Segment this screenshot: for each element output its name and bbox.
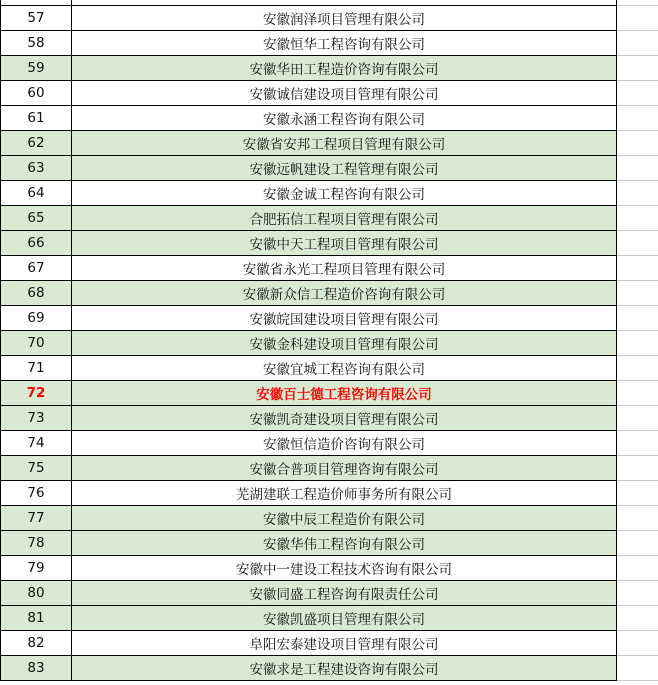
table-row bbox=[0, 406, 658, 431]
company-name-cell[interactable] bbox=[72, 106, 617, 131]
table-row bbox=[0, 481, 658, 506]
row-number: 80 bbox=[27, 585, 45, 601]
company-name-cell[interactable] bbox=[72, 656, 617, 681]
row-number: 79 bbox=[27, 560, 45, 576]
company-name: 安徽凯奇建设项目管理有限公司 bbox=[249, 412, 439, 428]
table-row bbox=[0, 31, 658, 56]
row-number-cell[interactable] bbox=[0, 456, 72, 481]
table-row bbox=[0, 56, 658, 81]
empty-cell[interactable] bbox=[617, 181, 658, 206]
empty-cell[interactable] bbox=[617, 356, 658, 381]
table-row bbox=[0, 181, 658, 206]
company-name-cell[interactable] bbox=[72, 531, 617, 556]
row-number-cell[interactable] bbox=[0, 556, 72, 581]
row-number-cell[interactable] bbox=[0, 256, 72, 281]
company-name: 安徽金诚工程咨询有限公司 bbox=[263, 187, 425, 203]
table-row bbox=[0, 506, 658, 531]
company-name-cell[interactable] bbox=[72, 356, 617, 381]
row-number-cell[interactable] bbox=[0, 656, 72, 681]
company-name-cell[interactable] bbox=[72, 81, 617, 106]
empty-cell[interactable] bbox=[617, 631, 658, 656]
company-name-cell[interactable] bbox=[72, 581, 617, 606]
company-name-cell[interactable] bbox=[72, 381, 617, 406]
row-number-cell[interactable] bbox=[0, 31, 72, 56]
row-number: 57 bbox=[27, 10, 45, 26]
empty-cell[interactable] bbox=[617, 281, 658, 306]
row-number-cell[interactable] bbox=[0, 481, 72, 506]
company-name: 安徽中辰工程造价有限公司 bbox=[263, 512, 425, 528]
company-name-cell[interactable] bbox=[72, 506, 617, 531]
company-name-cell[interactable] bbox=[72, 306, 617, 331]
row-number-cell[interactable] bbox=[0, 381, 72, 406]
company-name-cell[interactable] bbox=[72, 131, 617, 156]
empty-cell[interactable] bbox=[617, 556, 658, 581]
row-number: 70 bbox=[27, 335, 45, 351]
company-name: 安徽新众信工程造价咨询有限公司 bbox=[242, 287, 446, 303]
row-number: 81 bbox=[27, 610, 45, 626]
company-name-cell[interactable] bbox=[72, 6, 617, 31]
row-number: 67 bbox=[27, 260, 45, 276]
empty-cell[interactable] bbox=[617, 31, 658, 56]
row-number-cell[interactable] bbox=[0, 606, 72, 631]
empty-cell[interactable] bbox=[617, 606, 658, 631]
row-number-cell[interactable] bbox=[0, 81, 72, 106]
table-row bbox=[0, 456, 658, 481]
company-name-cell[interactable] bbox=[72, 431, 617, 456]
company-name-cell[interactable] bbox=[72, 281, 617, 306]
company-name: 安徽宜城工程咨询有限公司 bbox=[263, 362, 425, 378]
row-number: 61 bbox=[27, 110, 45, 126]
row-number: 83 bbox=[27, 660, 45, 676]
row-number-cell[interactable] bbox=[0, 206, 72, 231]
empty-cell[interactable] bbox=[617, 481, 658, 506]
empty-cell[interactable] bbox=[617, 81, 658, 106]
row-number: 76 bbox=[27, 485, 45, 501]
empty-cell[interactable] bbox=[617, 456, 658, 481]
row-number: 68 bbox=[27, 285, 45, 301]
row-number-cell[interactable] bbox=[0, 106, 72, 131]
company-name: 安徽远帆建设工程管理有限公司 bbox=[249, 162, 439, 178]
company-name: 安徽同盛工程咨询有限责任公司 bbox=[249, 587, 439, 603]
company-name: 安徽皖国建设项目管理有限公司 bbox=[249, 312, 439, 328]
company-name: 安徽百士德工程咨询有限公司 bbox=[256, 387, 432, 403]
row-number: 72 bbox=[26, 385, 46, 401]
company-name: 安徽中天工程项目管理有限公司 bbox=[249, 237, 439, 253]
table-row bbox=[0, 281, 658, 306]
row-number: 63 bbox=[27, 160, 45, 176]
table-row bbox=[0, 81, 658, 106]
empty-cell[interactable] bbox=[617, 106, 658, 131]
row-number: 77 bbox=[27, 510, 45, 526]
table-row bbox=[0, 531, 658, 556]
row-number-cell[interactable] bbox=[0, 231, 72, 256]
table-row bbox=[0, 6, 658, 31]
row-number-cell[interactable] bbox=[0, 406, 72, 431]
table-row bbox=[0, 381, 658, 406]
company-name-cell[interactable] bbox=[72, 556, 617, 581]
company-name: 安徽永涵工程咨询有限公司 bbox=[263, 112, 425, 128]
company-name-cell[interactable] bbox=[72, 256, 617, 281]
company-name: 阜阳宏泰建设项目管理有限公司 bbox=[249, 637, 439, 653]
row-number-cell[interactable] bbox=[0, 6, 72, 31]
row-number: 65 bbox=[27, 210, 45, 226]
company-name: 安徽中一建设工程技术咨询有限公司 bbox=[236, 562, 452, 578]
row-number: 62 bbox=[27, 135, 45, 151]
empty-cell[interactable] bbox=[617, 656, 658, 681]
table-row bbox=[0, 156, 658, 181]
row-number: 66 bbox=[27, 235, 45, 251]
row-number-cell[interactable] bbox=[0, 131, 72, 156]
company-name-cell[interactable] bbox=[72, 331, 617, 356]
company-name: 安徽省安邦工程项目管理有限公司 bbox=[242, 137, 446, 153]
table-row bbox=[0, 356, 658, 381]
company-name: 安徽恒华工程咨询有限公司 bbox=[263, 37, 425, 53]
table-row bbox=[0, 631, 658, 656]
table-row bbox=[0, 306, 658, 331]
company-name-cell[interactable] bbox=[72, 181, 617, 206]
row-number-cell[interactable] bbox=[0, 56, 72, 81]
row-number: 69 bbox=[27, 310, 45, 326]
company-name-cell[interactable] bbox=[72, 231, 617, 256]
row-number: 78 bbox=[27, 535, 45, 551]
row-number: 64 bbox=[27, 185, 45, 201]
company-name: 安徽凯盛项目管理有限公司 bbox=[263, 612, 425, 628]
empty-cell[interactable] bbox=[617, 6, 658, 31]
row-number-cell[interactable] bbox=[0, 156, 72, 181]
table-row bbox=[0, 256, 658, 281]
company-name-cell[interactable] bbox=[72, 31, 617, 56]
empty-cell[interactable] bbox=[617, 256, 658, 281]
empty-cell[interactable] bbox=[617, 56, 658, 81]
row-number-cell[interactable] bbox=[0, 356, 72, 381]
row-number: 59 bbox=[27, 60, 45, 76]
company-name: 安徽合普项目管理咨询有限公司 bbox=[249, 462, 439, 478]
empty-cell[interactable] bbox=[617, 581, 658, 606]
row-number: 60 bbox=[27, 85, 45, 101]
company-name: 安徽省永光工程项目管理有限公司 bbox=[242, 262, 446, 278]
table-row bbox=[0, 556, 658, 581]
company-name: 安徽金科建设项目管理有限公司 bbox=[249, 337, 439, 353]
company-name: 安徽润泽项目管理有限公司 bbox=[263, 12, 425, 28]
empty-cell[interactable] bbox=[617, 231, 658, 256]
table-row bbox=[0, 331, 658, 356]
empty-cell[interactable] bbox=[617, 431, 658, 456]
empty-cell[interactable] bbox=[617, 381, 658, 406]
row-number-cell[interactable] bbox=[0, 431, 72, 456]
company-name: 安徽华伟工程咨询有限公司 bbox=[263, 537, 425, 553]
empty-cell[interactable] bbox=[617, 531, 658, 556]
empty-cell[interactable] bbox=[617, 131, 658, 156]
company-name-cell[interactable] bbox=[72, 631, 617, 656]
table-row bbox=[0, 581, 658, 606]
empty-cell[interactable] bbox=[617, 506, 658, 531]
row-number: 74 bbox=[27, 435, 45, 451]
row-number-cell[interactable] bbox=[0, 631, 72, 656]
row-number-cell[interactable] bbox=[0, 281, 72, 306]
company-name: 安徽恒信造价咨询有限公司 bbox=[263, 437, 425, 453]
company-name-cell[interactable] bbox=[72, 481, 617, 506]
company-name-cell[interactable] bbox=[72, 206, 617, 231]
row-number-cell[interactable] bbox=[0, 181, 72, 206]
company-name-cell[interactable] bbox=[72, 456, 617, 481]
row-number: 73 bbox=[27, 410, 45, 426]
row-number: 75 bbox=[27, 460, 45, 476]
empty-cell[interactable] bbox=[617, 156, 658, 181]
company-name-cell[interactable] bbox=[72, 406, 617, 431]
table-row bbox=[0, 656, 658, 681]
table-row bbox=[0, 231, 658, 256]
empty-cell[interactable] bbox=[617, 206, 658, 231]
row-number: 58 bbox=[27, 35, 45, 51]
row-number-cell[interactable] bbox=[0, 581, 72, 606]
company-name-cell[interactable] bbox=[72, 606, 617, 631]
table-row bbox=[0, 131, 658, 156]
company-name: 安徽华田工程造价咨询有限公司 bbox=[249, 62, 439, 78]
company-name-cell[interactable] bbox=[72, 156, 617, 181]
table-row bbox=[0, 106, 658, 131]
row-number-cell[interactable] bbox=[0, 306, 72, 331]
company-name: 安徽求是工程建设咨询有限公司 bbox=[249, 662, 439, 678]
table-row bbox=[0, 606, 658, 631]
row-number: 71 bbox=[27, 360, 45, 376]
row-number-cell[interactable] bbox=[0, 506, 72, 531]
table-row bbox=[0, 206, 658, 231]
company-name: 合肥拓信工程项目管理有限公司 bbox=[249, 212, 439, 228]
row-number: 82 bbox=[27, 635, 45, 651]
empty-cell[interactable] bbox=[617, 331, 658, 356]
company-name: 芜湖建联工程造价师事务所有限公司 bbox=[236, 487, 452, 503]
row-number-cell[interactable] bbox=[0, 331, 72, 356]
row-number-cell[interactable] bbox=[0, 531, 72, 556]
company-name: 安徽诚信建设项目管理有限公司 bbox=[249, 87, 439, 103]
table-row bbox=[0, 431, 658, 456]
empty-cell[interactable] bbox=[617, 406, 658, 431]
empty-cell[interactable] bbox=[617, 306, 658, 331]
company-name-cell[interactable] bbox=[72, 56, 617, 81]
